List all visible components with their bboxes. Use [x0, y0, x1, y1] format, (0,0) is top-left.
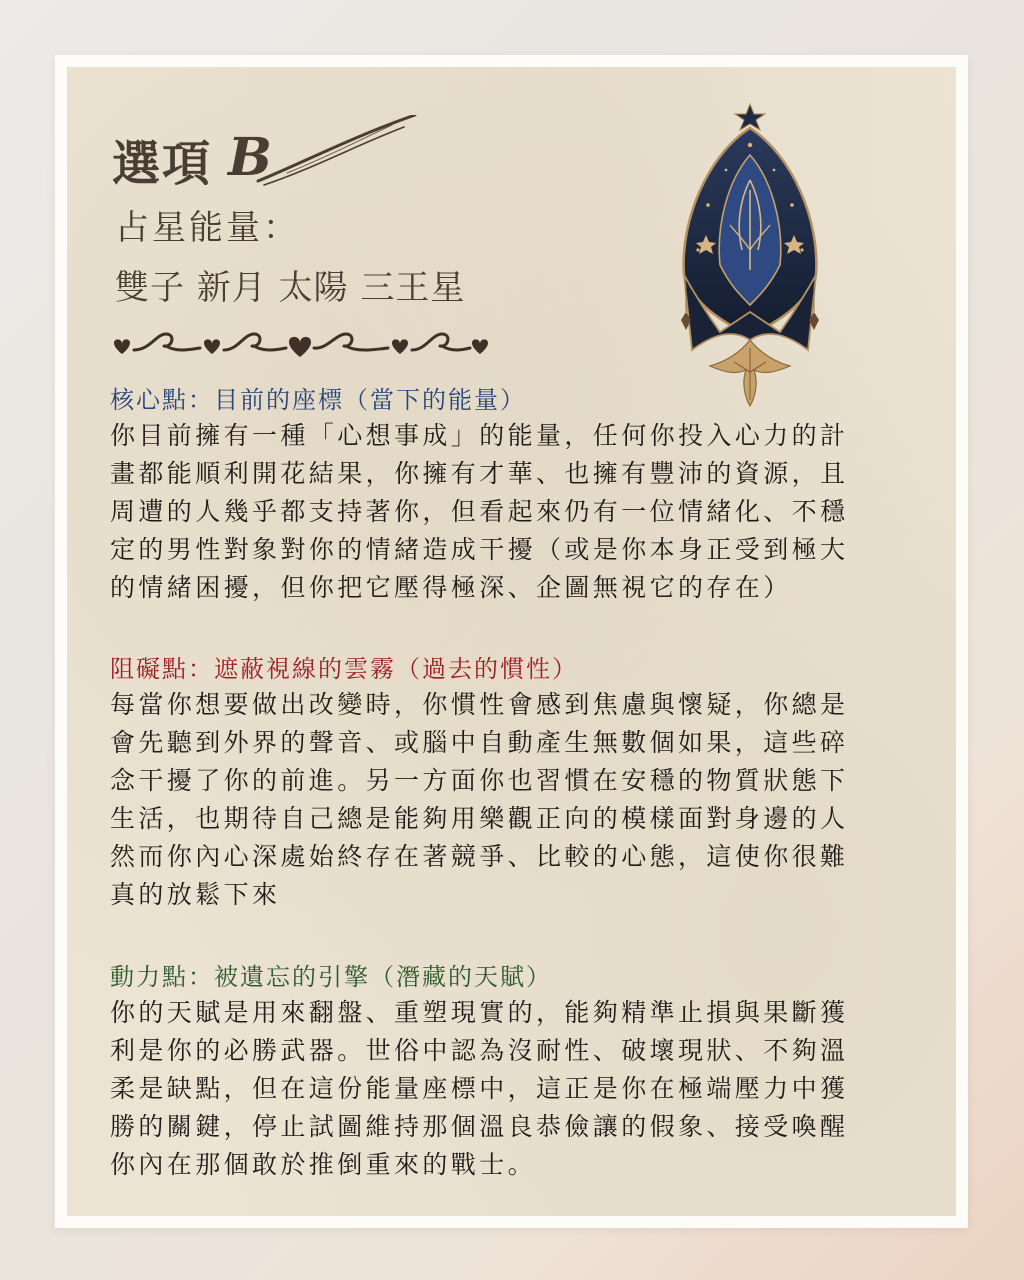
section-obstacle-point: [110, 652, 920, 914]
hearts-swirl-divider-icon: [110, 322, 490, 362]
core-point-heading: 核心點：目前的座標（當下的能量）: [110, 386, 526, 414]
astro-energy-label: 占星能量：: [115, 208, 300, 248]
core-point-body: 你目前擁有一種「心想事成」的能量，任何你投入心力的計 畫都能順利開花結果，你擁有才華、也擁有豐沛的資源，且 周遭的人幾乎都支持著你，但看起來仍有一位情緒化、不穩 定的男性對象對你的情緒造成干擾（或是你本身正受到極大 的情緒困擾，但你把它壓得極深、企圖無視它的存在）: [110, 421, 849, 602]
obstacle-point-heading: 阻礙點：遮蔽視線的雲霧（過去的慣性）: [110, 655, 578, 683]
option-letter: B: [228, 127, 272, 188]
title-swoosh-icon: [112, 115, 432, 190]
option-title-text: 選項: [112, 136, 213, 192]
celestial-ornament-icon: [668, 100, 833, 410]
option-title: [112, 115, 432, 190]
section-drive-point: [110, 960, 920, 1184]
astro-signs: 雙子 新月 太陽 三王星: [115, 268, 466, 308]
drive-point-heading: 動力點：被遺忘的引擎（潛藏的天賦）: [110, 963, 552, 991]
section-core-point: [110, 383, 920, 607]
drive-point-body: 你的天賦是用來翻盤、重塑現實的，能夠精準止損與果斷獲 利是你的必勝武器。世俗中認為沒耐性、破壞現狀、不夠溫 柔是缺點，但在這份能量座標中，這正是你在極端壓力中獲 勝的關鍵，停止試圖維持那個溫良恭儉讓的假象、接受喚醒 你內在那個敢於推倒重來的戰士。: [110, 998, 849, 1179]
obstacle-point-body: 每當你想要做出改變時，你慣性會感到焦慮與懷疑，你總是 會先聽到外界的聲音、或腦中自動產生無數個如果，這些碎 念干擾了你的前進。另一方面你也習慣在安穩的物質狀態下 生活，也期待自己總是能夠用樂觀正向的模樣面對身邊的人 然而你內心深處始終存在著競爭、比較的心態，這使你很難 真的放鬆下來: [110, 690, 849, 909]
